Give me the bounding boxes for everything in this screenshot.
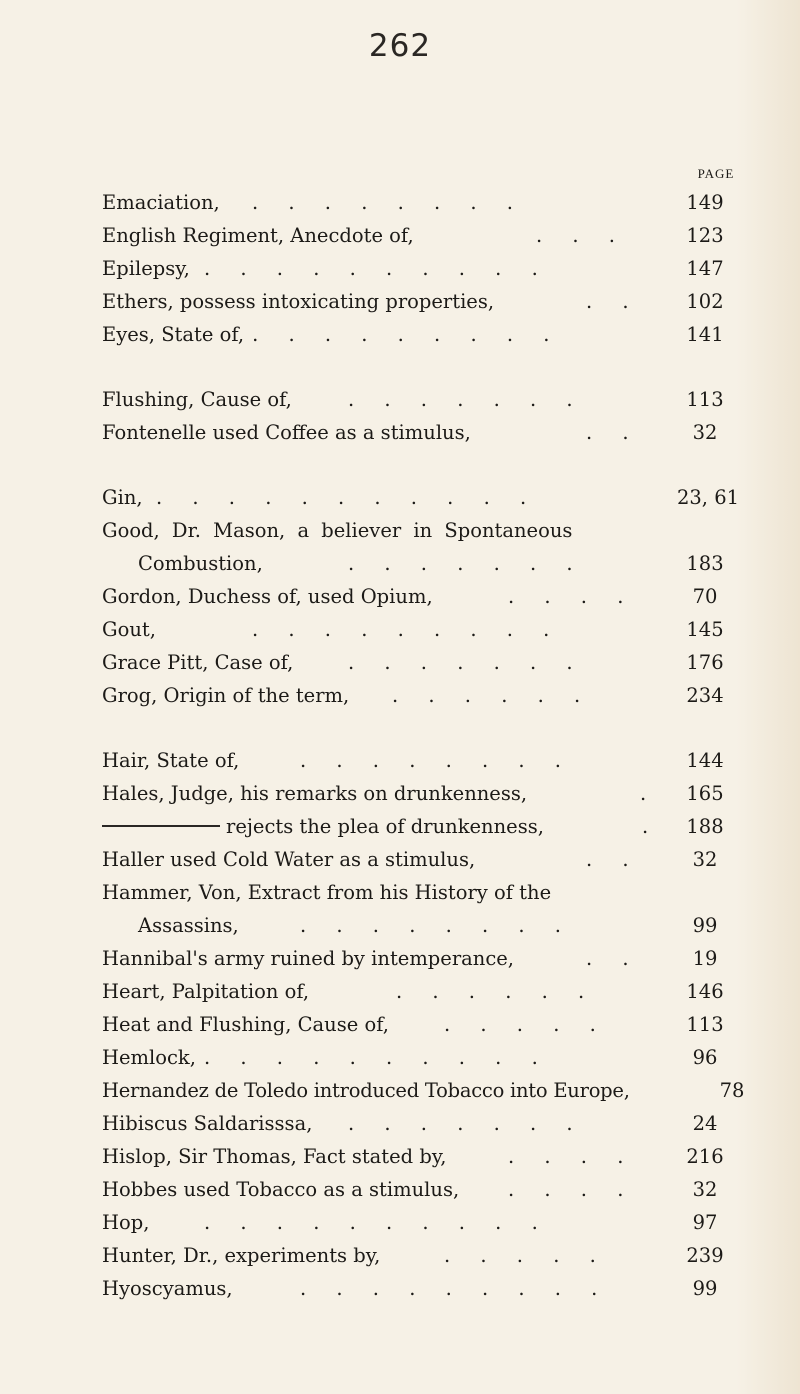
entry-page: 97 [692,1211,718,1234]
entry-text [102,810,544,843]
leader-dots: . . . . . . . . [252,191,525,214]
entry-page: 146 [686,980,724,1003]
entry-page: 99 [692,914,718,937]
entry-page: 113 [686,1013,724,1036]
index-list [102,186,745,1305]
index-entry [102,1008,742,1041]
entry-page: 141 [686,323,724,346]
leader-dots: . . . . . . [392,684,593,707]
index-entry [102,613,742,646]
entry-page: 216 [686,1145,724,1168]
entry-text: Hislop, Sir Thomas, Fact stated by, [102,1145,447,1168]
entry-page: 165 [686,782,724,805]
entry-page: 145 [686,618,724,641]
entry-page: 32 [692,848,718,871]
entry-page: 113 [686,388,724,411]
index-entry [102,186,742,219]
leader-dots: . . . . [508,585,636,608]
entry-text: Hernandez de Toledo introduced Tobacco into Europe, [102,1079,630,1102]
index-entry [102,1041,742,1074]
leader-dots: . . . . . . . . [300,914,573,937]
entry-text: Gin, [102,486,143,509]
entry-page: 102 [686,290,724,313]
leader-dots: . . [586,947,641,970]
index-entry [102,547,742,580]
entry-page: 99 [692,1277,718,1300]
leader-dots: . . . . [508,1145,636,1168]
index-group-f [102,383,742,449]
entry-page: 23, 61 [676,486,740,509]
leader-dots: . . . . . . . [348,388,585,411]
leader-dots: . . . [536,224,627,247]
leader-dots: . . . . . . . . . . [204,1211,550,1234]
index-group-h [102,744,745,1305]
leader-dots: . . . . [508,1178,636,1201]
page-number: 262 [368,28,432,64]
leader-dots: . . . . . . . . . . . [156,486,539,509]
index-entry [102,416,742,449]
entry-text: Assassins, [138,914,239,937]
entry-page: 183 [686,552,724,575]
index-entry [102,1107,742,1140]
index-entry [102,1140,742,1173]
entry-page: 188 [686,815,724,838]
leader-dots: . . . . . . . [348,552,585,575]
group-spacer [102,712,742,744]
index-entry [102,843,742,876]
leader-dots: . . . . . [444,1013,608,1036]
entry-text: Hannibal's army ruined by intemperance, [102,947,514,970]
index-entry [102,1239,742,1272]
entry-text: Emaciation, [102,191,220,214]
entry-text: Grog, Origin of the term, [102,684,350,707]
leader-dots: . . . . . . . [348,651,585,674]
entry-text: Grace Pitt, Case of, [102,651,294,674]
entry-text: Epilepsy, [102,257,190,280]
entry-page: 32 [692,1178,718,1201]
index-group-e [102,186,742,351]
leader-dots: . . . . . . . [348,1112,585,1135]
leader-dots: . . [586,848,641,871]
leader-dots: . . . . . . . . . . [204,1046,550,1069]
entry-text: Hammer, Von, Extract from his History of the [102,881,552,904]
index-entry [102,646,742,679]
index-entry [102,285,742,318]
leader-dots: . [640,782,659,805]
entry-page: 147 [686,257,724,280]
index-entry [102,909,742,942]
index-group-g [102,481,742,712]
index-entry [102,679,742,712]
entry-page: 19 [692,947,718,970]
entry-text: Haller used Cold Water as a stimulus, [102,848,476,871]
leader-dots: . . . . . [444,1244,608,1267]
entry-text: Hyoscyamus, [102,1277,233,1300]
entry-page: 78 [719,1079,745,1102]
entry-text: Heart, Palpitation of, [102,980,310,1003]
index-entry [102,252,742,285]
index-entry [102,1206,742,1239]
entry-text: Hunter, Dr., experiments by, [102,1244,381,1267]
entry-text: Combustion, [138,552,263,575]
entry-text: Hemlock, [102,1046,196,1069]
entry-page: 96 [692,1046,718,1069]
entry-text: Hobbes used Tobacco as a stimulus, [102,1178,460,1201]
index-entry [102,942,742,975]
entry-text: Heat and Flushing, Cause of, [102,1013,389,1036]
leader-dots: . . . . . . . . . [252,618,562,641]
entry-page: 24 [692,1112,718,1135]
index-entry [102,481,742,514]
entry-page: 176 [686,651,724,674]
entry-page: 149 [686,191,724,214]
index-entry [102,876,742,909]
index-entry [102,219,742,252]
entry-text: Gordon, Duchess of, used Opium, [102,585,433,608]
entry-text: Gout, [102,618,156,641]
entry-page: 123 [686,224,724,247]
leader-dots: . . [586,290,641,313]
entry-text: Hibiscus Saldarisssa, [102,1112,313,1135]
page-column-label: PAGE [697,166,735,181]
index-entry [102,580,742,613]
entry-text: English Regiment, Anecdote of, [102,224,414,247]
entry-page: 32 [692,421,718,444]
index-entry [102,514,742,547]
entry-text: Ethers, possess intoxicating properties, [102,290,495,313]
leader-dots: . . . . . . [396,980,597,1003]
leader-dots: . . [586,421,641,444]
ditto-dash [102,825,220,827]
index-entry [102,1074,745,1107]
index-entry [102,810,742,843]
group-spacer [102,351,742,383]
leader-dots: . . . . . . . . . . [204,257,550,280]
entry-text: Fontenelle used Coffee as a stimulus, [102,421,471,444]
index-entry [102,744,742,777]
entry-page: 234 [686,684,724,707]
group-spacer [102,449,742,481]
ditto-entry-text: rejects the plea of drunkenness, [226,815,544,838]
entry-page: 70 [692,585,718,608]
entry-page: 144 [686,749,724,772]
leader-dots: . . . . . . . . [300,749,573,772]
index-entry [102,777,742,810]
index-entry [102,318,742,351]
entry-text: Hop, [102,1211,150,1234]
entry-text: Eyes, State of, [102,323,245,346]
leader-dots: . . . . . . . . . [252,323,562,346]
leader-dots: . . . . . . . . . [300,1277,610,1300]
entry-text: Hales, Judge, his remarks on drunkenness, [102,782,528,805]
index-entry [102,975,742,1008]
entry-page: 239 [686,1244,724,1267]
index-entry [102,1272,742,1305]
entry-text: Hair, State of, [102,749,240,772]
leader-dots: . [642,815,661,838]
entry-text: Flushing, Cause of, [102,388,292,411]
entry-text: Good, Dr. Mason, a believer in Spontaneous [102,519,573,542]
index-entry [102,383,742,416]
index-entry [102,1173,742,1206]
